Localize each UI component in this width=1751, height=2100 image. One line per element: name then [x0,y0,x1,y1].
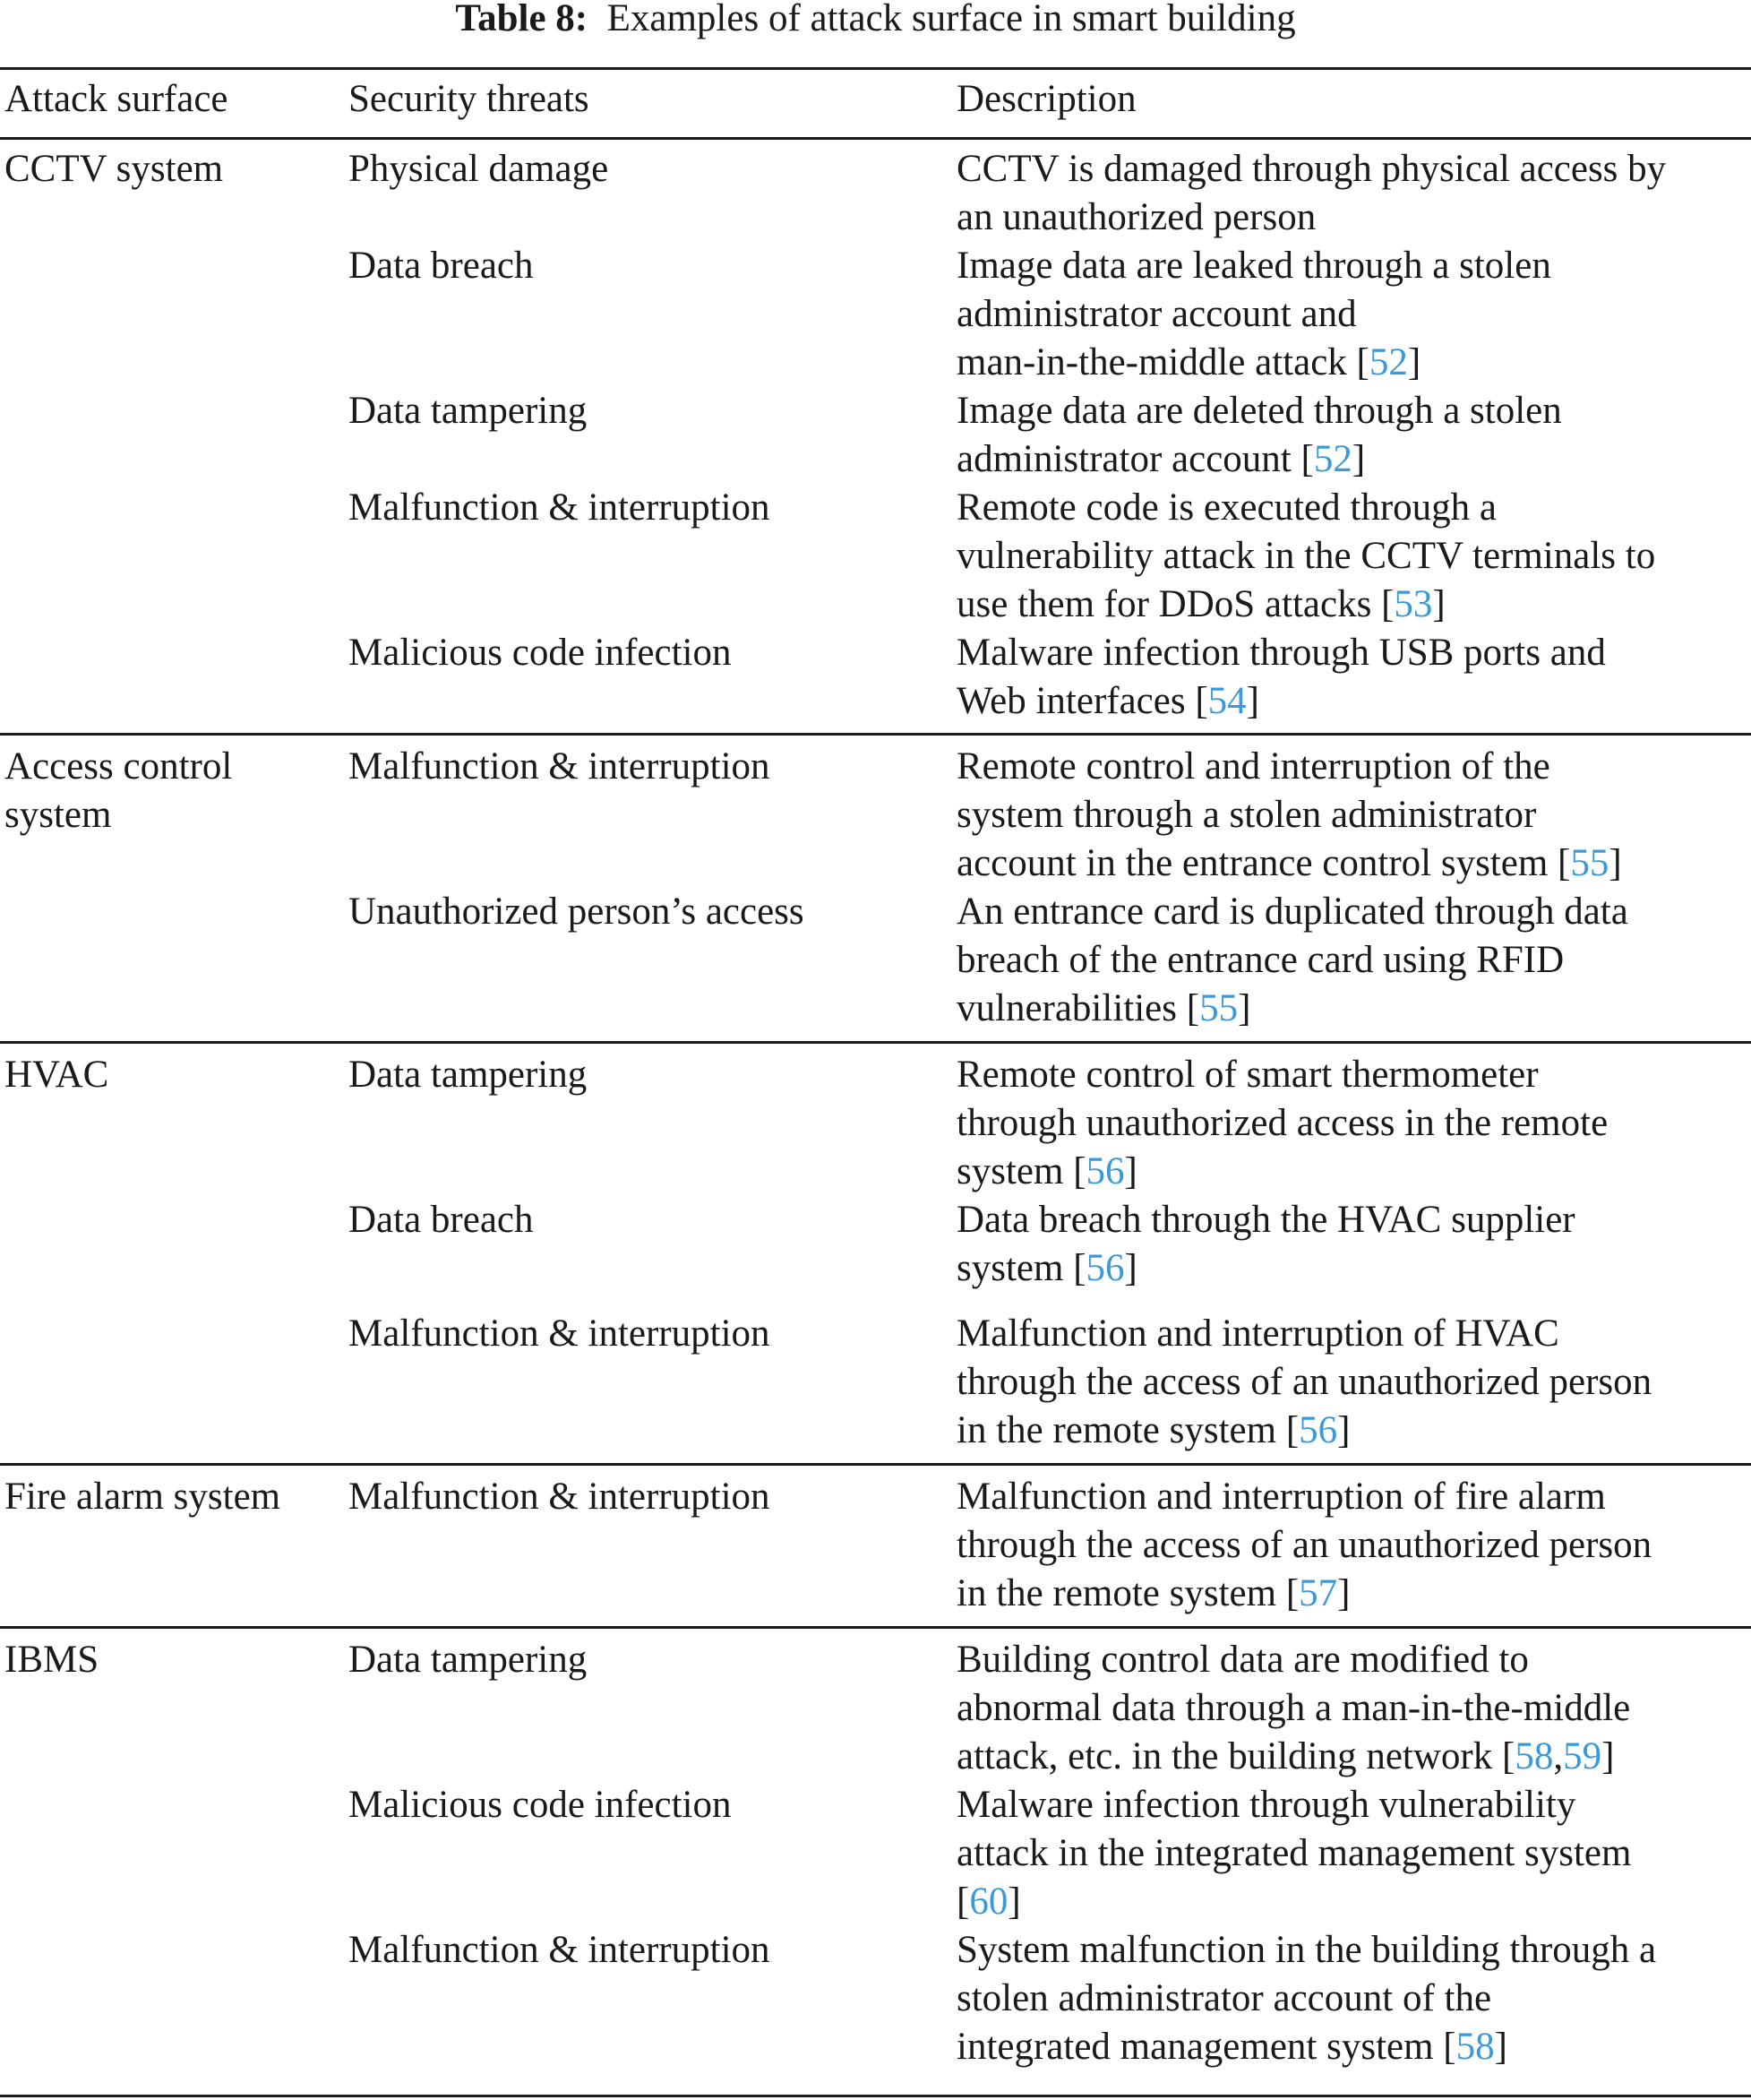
description-line: through the access of an unauthorized person [957,1524,1652,1566]
attack-surface-line: IBMS [4,1639,99,1681]
attack-surface-cell [4,1473,280,1521]
description-line: System malfunction in the building through a [957,1929,1657,1971]
description-line: Image data are deleted through a stolen [957,390,1562,432]
description-line: account in the entrance control system [957,842,1558,884]
security-threat-cell: Malfunction & interruption [348,745,770,788]
description-cell: Remote control of smart thermometer through unauthorized access in the remote system [56] [957,1054,1609,1192]
security-threat-cell: Malfunction & interruption [348,1476,770,1518]
header-rule [0,137,1751,140]
security-threat-cell: Malicious code infection [348,1784,732,1826]
description-cell: Remote control and interruption of the system through a stolen administrator account in the entrance control system [55] [957,745,1622,884]
description-line: abnormal data through a man-in-the-middle [957,1687,1631,1729]
description-line: Remote control of smart thermometer [957,1054,1539,1096]
bottom-rule [0,2095,1751,2097]
citation-link[interactable]: 57 [1299,1572,1338,1614]
description-line: An entrance card is duplicated through data [957,891,1628,933]
citation-link[interactable]: 56 [1299,1409,1338,1451]
description-line: an unauthorized person [957,196,1317,238]
security-threat-cell: Malfunction & interruption [348,1312,770,1355]
security-threat-cell: Malfunction & interruption [348,486,770,529]
security-threat-cell: Unauthorized person’s access [348,891,804,933]
description-cell: Malfunction and interruption of HVAC through the access of an unauthorized person in the remote system [56] [957,1312,1652,1451]
description-cell [957,145,1666,242]
security-threat-cell: Physical damage [348,148,609,190]
description-line: Data breach through the HVAC supplier [957,1199,1575,1241]
attack-surface-line: HVAC [4,1054,109,1096]
table-caption-label: Table 8: [455,0,588,39]
description-line: vulnerabilities [957,987,1187,1029]
description-cell: An entrance card is duplicated through data breach of the entrance card using RFID vulnerabilities [55] [957,891,1628,1029]
description-line: CCTV is damaged through physical access by [957,148,1667,190]
description-line: through unauthorized access in the remote [957,1102,1609,1144]
attack-surface-line: CCTV system [4,148,224,190]
table-caption-text: Examples of attack surface in smart building [606,0,1296,39]
description-line: integrated management system [957,2026,1444,2068]
citation-link[interactable]: 56 [1086,1247,1125,1289]
description-line: system through a stolen administrator [957,794,1537,836]
citation-link[interactable]: 58 [1455,2026,1495,2068]
security-threat-cell: Data breach [348,1199,534,1241]
attack-surface-line: Access control [4,745,233,788]
attack-surface-line: system [4,794,112,836]
description-line: Image data are leaked through a stolen [957,245,1551,287]
citation-link[interactable]: 52 [1313,438,1352,480]
security-threat-cell: Data breach [348,245,534,287]
citation-link[interactable]: 60 [969,1881,1009,1923]
header-attack-surface: Attack surface [4,78,228,120]
description-line: vulnerability attack in the CCTV terminals to [957,535,1656,577]
description-line: Malware infection through USB ports and [957,632,1606,674]
security-threat-cell: Data tampering [348,1054,588,1096]
description-line: use them for DDoS attacks [957,583,1382,625]
description-line: Remote code is executed through a [957,486,1497,529]
citation-link[interactable]: 55 [1199,987,1239,1029]
description-line: system [957,1247,1074,1289]
table-caption [0,0,1751,43]
attack-surface-cell [4,145,223,194]
group-separator [0,1463,1751,1466]
description-cell: Malfunction and interruption of fire alarm through the access of an unauthorized person in the remote system [57] [957,1476,1652,1614]
description-line: administrator account [957,438,1301,480]
security-threat-cell: Malicious code infection [348,632,732,674]
group-separator [0,1041,1751,1044]
description-cell: Remote code is executed through a vulnerability attack in the CCTV terminals to use them for DDoS attacks [53] [957,486,1656,625]
description-line: Web interfaces [957,680,1196,722]
description-cell: Building control data are modified to abnormal data through a man-in-the-middle attack, etc. in the building network [58,59] [957,1639,1631,1777]
header-description: Description [957,78,1137,120]
description-cell: Malware infection through vulnerability attack in the integrated management system [60] [957,1784,1632,1923]
description-cell: Image data are leaked through a stolen administrator account and man-in-the-middle attack [52] [957,245,1551,383]
description-line: Building control data are modified to [957,1639,1529,1681]
description-line: in the remote system [957,1409,1286,1451]
attack-surface-cell [4,1636,99,1684]
description-line: attack, etc. in the building network [957,1735,1502,1777]
description-line: through the access of an unauthorized person [957,1361,1652,1403]
citation-link[interactable]: 58 [1515,1735,1554,1777]
citation-link[interactable]: 55 [1570,842,1609,884]
citation-link[interactable]: 53 [1394,583,1433,625]
citation-link[interactable]: 54 [1207,680,1247,722]
description-line: Malfunction and interruption of HVAC [957,1312,1559,1355]
citation-link[interactable]: 59 [1563,1735,1602,1777]
description-cell: Data breach through the HVAC supplier system [56] [957,1199,1575,1289]
description-line: stolen administrator account of the [957,1977,1492,2019]
attack-surface-line: Fire alarm system [4,1476,281,1518]
description-line: man-in-the-middle attack [957,341,1357,383]
description-cell: System malfunction in the building through a stolen administrator account of the integrated management system [58] [957,1929,1657,2068]
description-line: administrator account and [957,293,1357,335]
description-line: in the remote system [957,1572,1286,1614]
security-threat-cell: Malfunction & interruption [348,1929,770,1971]
description-line: Malfunction and interruption of fire alarm [957,1476,1606,1518]
description-cell: Image data are deleted through a stolen administrator account [52] [957,390,1562,480]
citation-link[interactable]: 56 [1086,1150,1125,1192]
attack-surface-cell [4,743,232,839]
top-rule [0,67,1751,70]
description-cell: Malware infection through USB ports and Web interfaces [54] [957,632,1606,722]
description-line: Malware infection through vulnerability [957,1784,1576,1826]
attack-surface-cell [4,1051,108,1099]
security-threat-cell: Data tampering [348,390,588,432]
description-line: system [957,1150,1074,1192]
description-line: breach of the entrance card using RFID [957,939,1565,981]
group-separator [0,733,1751,736]
description-line: Remote control and interruption of the [957,745,1550,788]
group-separator [0,1626,1751,1629]
description-line: attack in the integrated management system [957,1832,1632,1874]
citation-link[interactable]: 52 [1369,341,1408,383]
security-threat-cell: Data tampering [348,1639,588,1681]
header-security-threats: Security threats [348,78,589,120]
